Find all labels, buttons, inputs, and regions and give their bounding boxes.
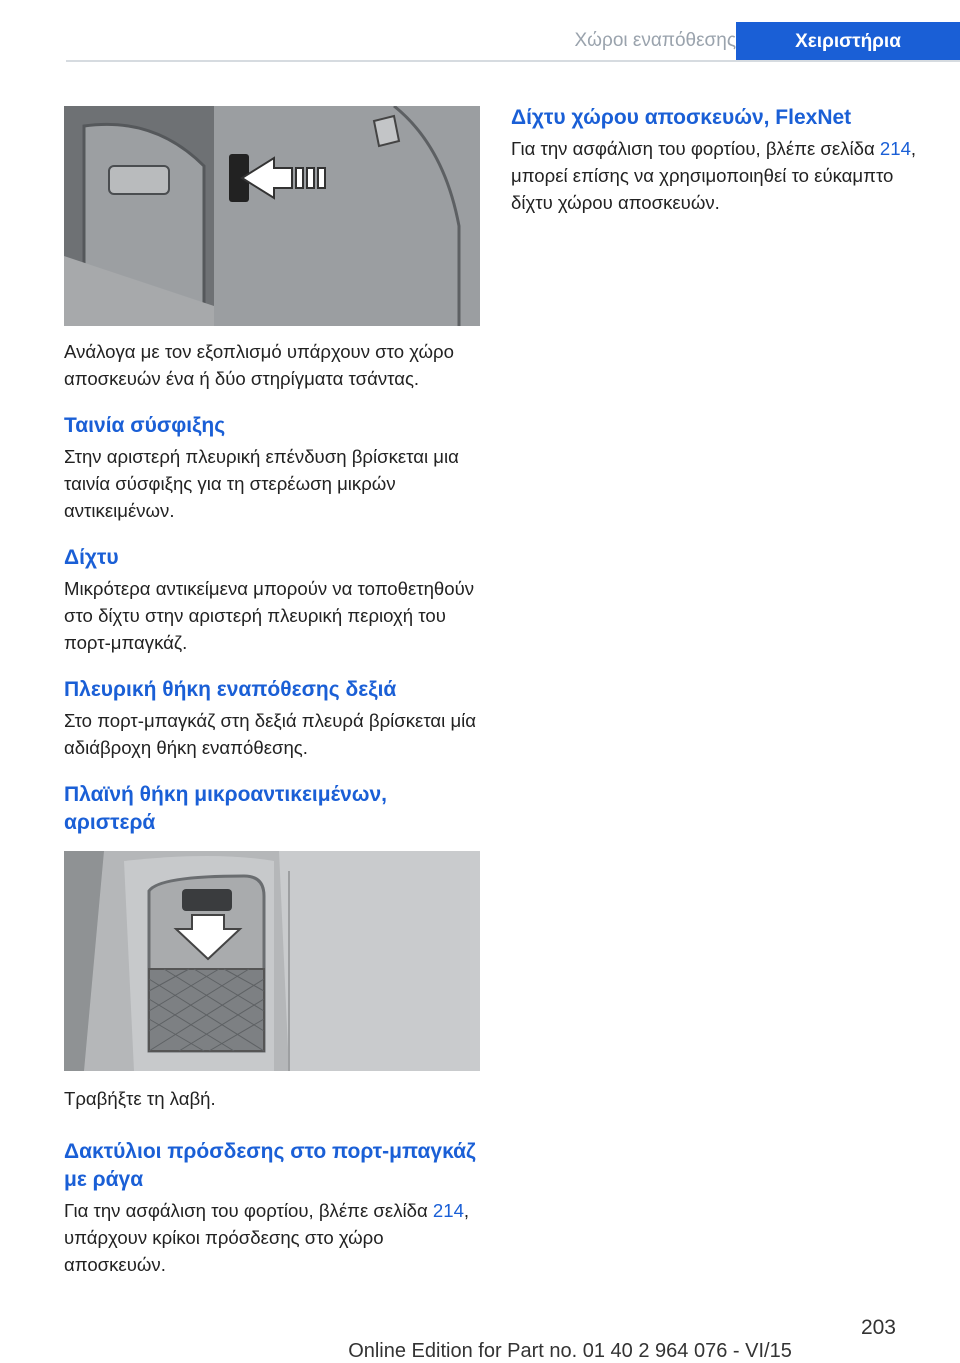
page-header (66, 22, 960, 62)
bag-hook-figure (64, 106, 480, 326)
section-strap (64, 412, 484, 524)
bag-hook-illustration (64, 106, 480, 326)
right-column (511, 104, 931, 216)
section-tie-rings (64, 1138, 484, 1278)
page-number: 203 (860, 1316, 896, 1339)
section-side-compartment-text: Στο πορτ-μπαγκάζ στη δεξιά πλευρά βρίσκεται μία αδιάβροχη θήκη εναπόθεσης. (64, 710, 477, 758)
small-items-figure (64, 851, 480, 1071)
page-link-214[interactable]: 214 (432, 1200, 464, 1221)
edition-line: Online Edition for Part no. 01 40 2 964 076 - VI/15 (348, 1340, 792, 1362)
fig1-caption: Ανάλογα με τον εξοπλισμό υπάρχουν στο χώρο αποσκευών ένα ή δύο στηρίγματα τσάντας. (64, 341, 454, 389)
section-tie-rings-title: Δακτύλιοι πρόσδεσης στο πορτ-μπαγκάζ με ράγα (64, 1140, 476, 1191)
section-net-title: Δίχτυ (64, 546, 119, 569)
section-tie-rings-text (64, 1197, 484, 1278)
flexnet-text-a: Για την ασφάλιση του φορτίου, βλέπε σελίδα (511, 138, 880, 159)
flexnet-text-b: , μπορεί επίσης να χρησιμοποιηθεί το εύκαμπτο δίχτυ χώρου αποσκευών. (511, 138, 917, 213)
fig2-caption: Τραβήξτε τη λαβή. (64, 1088, 216, 1109)
tie-rings-text-b: , υπάρχουν κρίκοι πρόσδεσης στο χώρο αποσκευών. (64, 1200, 470, 1275)
left-column (64, 106, 484, 1278)
chapter-tab[interactable]: Χειριστήρια (736, 22, 960, 62)
section-net-text: Μικρότερα αντικείμενα μπορούν να τοποθετηθούν στο δίχτυ στην αριστερή πλευρική περιοχή του πορτ-μπαγκάζ. (64, 578, 475, 653)
section-side-compartment (64, 676, 484, 761)
section-small-items (64, 781, 484, 837)
small-items-illustration (64, 851, 480, 1071)
section-small-items-title: Πλαϊνή θήκη μικροαντικειμένων, αριστερά (64, 783, 387, 834)
tie-rings-text-a: Για την ασφάλιση του φορτίου, βλέπε σελίδα (64, 1200, 433, 1221)
section-flexnet-title: Δίχτυ χώρου αποσκευών, FlexNet (511, 106, 852, 129)
section-net (64, 544, 484, 656)
section-strap-text: Στην αριστερή πλευρική επένδυση βρίσκεται μια ταινία σύσφιξης για τη στερέωση μικρών αντικειμένων. (64, 446, 459, 521)
section-flexnet (511, 104, 931, 216)
header-rule (66, 60, 960, 62)
section-flexnet-text (511, 135, 931, 216)
section-side-compartment-title: Πλευρική θήκη εναπόθεσης δεξιά (64, 678, 397, 701)
page-link-214-right[interactable]: 214 (879, 138, 911, 159)
section-title: Χώροι εναπόθεσης (574, 30, 736, 51)
section-strap-title: Ταινία σύσφιξης (64, 414, 226, 437)
